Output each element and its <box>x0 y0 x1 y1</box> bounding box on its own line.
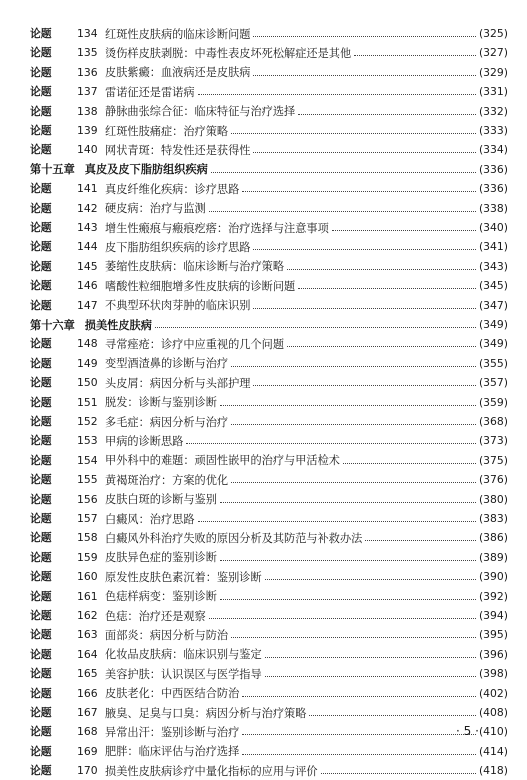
entry-number: 161 <box>77 589 98 603</box>
toc-entry <box>30 43 508 62</box>
entry-number: 164 <box>77 647 98 661</box>
entry-number: 165 <box>77 667 98 681</box>
entry-title: 脱发：诊断与鉴别诊断 <box>105 396 217 410</box>
entry-number: 163 <box>77 628 98 642</box>
entry-label: 论题 <box>30 85 52 99</box>
toc-entry <box>30 102 508 121</box>
toc-entry <box>30 373 508 392</box>
leader-dots <box>186 443 476 444</box>
entry-title: 嗜酸性粒细胞增多性皮肤病的诊断问题 <box>105 279 296 293</box>
leader-dots <box>365 540 476 541</box>
entry-label: 论题 <box>30 104 52 118</box>
page-ref: (383) <box>478 512 508 525</box>
page-ref: (380) <box>478 492 508 506</box>
page-ref: (327) <box>478 46 508 60</box>
page-ref: (386) <box>478 531 508 545</box>
leader-dots <box>287 346 476 347</box>
page-ref: (325) <box>478 27 508 40</box>
page-ref: (347) <box>478 298 508 312</box>
page-ref: (392) <box>478 589 508 603</box>
entry-number: 152 <box>77 415 98 428</box>
page-ref: (341) <box>478 240 508 254</box>
entry-label: 论题 <box>30 124 52 137</box>
chapter-label: 第十六章 <box>30 318 75 332</box>
entry-label: 论题 <box>30 221 52 234</box>
entry-title: 肥胖：临床评估与治疗选择 <box>105 745 240 759</box>
entry-number: 150 <box>77 376 98 390</box>
entry-title: 烫伤样皮肤剥脱：中毒性表皮坏死松解症还是其他 <box>105 46 352 60</box>
page-ref: (355) <box>478 356 508 370</box>
page-ref: (349) <box>478 318 508 331</box>
page-ref: (402) <box>478 686 508 700</box>
entry-number: 160 <box>77 570 98 584</box>
toc-entry <box>30 121 508 140</box>
toc-entry <box>30 354 508 373</box>
entry-title: 红斑性皮肤病的临床诊断问题 <box>105 27 251 41</box>
entry-title: 红斑性肢痛症：治疗策略 <box>105 124 229 138</box>
entry-label: 论题 <box>30 512 52 525</box>
entry-label: 论题 <box>30 65 52 79</box>
leader-dots <box>321 773 476 774</box>
toc-entry <box>30 179 508 198</box>
entry-title: 面部炎：病因分析与防治 <box>105 628 229 642</box>
entry-number: 148 <box>77 337 98 351</box>
entry-label: 论题 <box>30 686 52 700</box>
entry-label: 论题 <box>30 395 52 409</box>
toc-entry <box>30 257 508 276</box>
leader-dots <box>309 715 476 716</box>
entry-title: 网状青斑：特发性还是获得性 <box>105 143 251 157</box>
entry-label: 论题 <box>30 531 52 545</box>
page-ref: (376) <box>478 473 508 487</box>
entry-title: 头皮屑：病因分析与头部护理 <box>105 376 251 390</box>
entry-number: 144 <box>77 240 98 254</box>
entry-label: 论题 <box>30 27 52 40</box>
leader-dots <box>211 172 476 173</box>
page-ref: (336) <box>478 162 508 176</box>
toc-entry <box>30 470 508 489</box>
leader-dots <box>253 249 476 250</box>
entry-label: 论题 <box>30 201 52 215</box>
leader-dots <box>231 366 476 367</box>
page-ref: (333) <box>478 124 508 137</box>
toc-entry <box>30 490 508 509</box>
chapter-heading <box>30 315 508 334</box>
toc-entry <box>30 451 508 470</box>
toc-entry <box>30 664 508 683</box>
leader-dots <box>242 754 476 755</box>
chapter-title: 真皮及皮下脂肪组织疾病 <box>84 162 208 177</box>
toc-entry <box>30 761 508 780</box>
entry-label: 论题 <box>30 589 52 603</box>
entry-number: 158 <box>77 531 98 545</box>
entry-number: 139 <box>77 124 98 137</box>
page-ref: (343) <box>478 259 508 273</box>
leader-dots <box>155 327 476 328</box>
entry-label: 论题 <box>30 473 52 487</box>
page-ref: (414) <box>478 744 508 758</box>
entry-title: 雷诺征还是雷诺病 <box>105 85 195 99</box>
toc-entry <box>30 742 508 761</box>
entry-number: 140 <box>77 143 98 157</box>
entry-title: 腋臭、足臭与口臭：病因分析与治疗策略 <box>105 706 307 720</box>
leader-dots <box>354 55 476 56</box>
entry-label: 论题 <box>30 706 52 719</box>
leader-dots <box>198 94 476 95</box>
toc-entry <box>30 82 508 101</box>
entry-label: 论题 <box>30 143 52 157</box>
entry-title: 萎缩性皮肤病：临床诊断与治疗策略 <box>105 260 285 274</box>
entry-number: 145 <box>77 259 98 273</box>
leader-dots <box>231 133 476 134</box>
entry-title: 硬皮病：治疗与监测 <box>105 202 206 216</box>
leader-dots <box>253 75 476 76</box>
page-ref: (332) <box>478 104 508 118</box>
leader-dots <box>343 463 476 464</box>
entry-title: 皮下脂肪组织疾病的诊疗思路 <box>105 240 251 254</box>
entry-number: 151 <box>77 395 98 409</box>
toc-entry <box>30 63 508 82</box>
page-ref: (340) <box>478 221 508 234</box>
entry-number: 149 <box>77 356 98 370</box>
entry-label: 论题 <box>30 182 52 196</box>
entry-title: 黄褐斑治疗：方案的优化 <box>105 473 229 487</box>
leader-dots <box>265 657 476 658</box>
leader-dots <box>220 502 476 503</box>
entry-number: 168 <box>77 725 98 739</box>
entry-label: 论题 <box>30 492 52 506</box>
entry-number: 166 <box>77 686 98 700</box>
leader-dots <box>253 152 476 153</box>
chapter-label: 第十五章 <box>30 163 75 177</box>
entry-label: 论题 <box>30 453 52 467</box>
entry-label: 论题 <box>30 725 52 739</box>
entry-label: 论题 <box>30 647 52 661</box>
page-ref: (389) <box>478 550 508 564</box>
page-ref: (334) <box>478 143 508 157</box>
entry-number: 156 <box>77 492 98 506</box>
leader-dots <box>209 211 476 212</box>
toc-entry <box>30 218 508 237</box>
toc-entry <box>30 528 508 547</box>
toc-entry <box>30 199 508 218</box>
page-ref: (331) <box>478 85 508 99</box>
page-ref: (410) <box>478 725 508 739</box>
entry-label: 论题 <box>30 570 52 584</box>
toc-entry <box>30 567 508 586</box>
toc-entry <box>30 587 508 606</box>
leader-dots <box>242 696 476 697</box>
entry-number: 146 <box>77 279 98 293</box>
entry-title: 甲外科中的难题：顽固性嵌甲的治疗与甲活检术 <box>105 454 340 468</box>
leader-dots <box>265 676 476 677</box>
entry-number: 135 <box>77 46 98 60</box>
page-ref: (396) <box>478 647 508 661</box>
leader-dots <box>242 734 476 735</box>
leader-dots <box>220 599 476 600</box>
page-ref: (329) <box>478 65 508 79</box>
toc-entry <box>30 645 508 664</box>
toc-entry <box>30 722 508 741</box>
toc-entry <box>30 237 508 256</box>
entry-title: 原发性皮肤色素沉着：鉴别诊断 <box>105 570 262 584</box>
toc-entry <box>30 412 508 431</box>
entry-title: 寻常痤疮：诊疗中应重视的几个问题 <box>105 337 285 351</box>
entry-title: 皮肤白斑的诊断与鉴别 <box>105 493 217 507</box>
leader-dots <box>253 308 476 309</box>
leader-dots <box>332 230 476 231</box>
entry-label: 论题 <box>30 764 52 778</box>
toc-entry <box>30 393 508 412</box>
entry-number: 137 <box>77 85 98 99</box>
leader-dots <box>298 114 476 115</box>
toc-entry <box>30 334 508 353</box>
entry-label: 论题 <box>30 356 52 370</box>
entry-label: 论题 <box>30 337 52 351</box>
entry-title: 白癜风：治疗思路 <box>105 512 195 526</box>
page-ref: (395) <box>478 628 508 642</box>
entry-number: 142 <box>77 201 98 215</box>
entry-label: 论题 <box>30 376 52 390</box>
leader-dots <box>242 191 476 192</box>
toc-entry <box>30 276 508 295</box>
entry-title: 增生性瘢痕与瘢痕疙瘩：治疗选择与注意事项 <box>105 221 329 235</box>
entry-title: 甲病的诊断思路 <box>105 434 184 448</box>
entry-number: 162 <box>77 609 98 622</box>
entry-label: 论题 <box>30 744 52 758</box>
leader-dots <box>231 424 476 425</box>
toc-entry <box>30 431 508 450</box>
toc-entry <box>30 684 508 703</box>
page-ref: (398) <box>478 667 508 681</box>
entry-label: 论题 <box>30 298 52 312</box>
entry-title: 色痣样病变：鉴别诊断 <box>105 590 217 604</box>
page-ref: (418) <box>478 764 508 778</box>
entry-label: 论题 <box>30 667 52 681</box>
page-ref: (368) <box>478 415 508 428</box>
leader-dots <box>287 269 476 270</box>
leader-dots <box>209 618 476 619</box>
entry-label: 论题 <box>30 259 52 273</box>
leader-dots <box>220 560 476 561</box>
entry-label: 论题 <box>30 550 52 564</box>
entry-number: 159 <box>77 550 98 564</box>
leader-dots <box>198 521 476 522</box>
page-ref: (394) <box>478 609 508 622</box>
page-ref: (357) <box>478 376 508 390</box>
entry-number: 154 <box>77 453 98 467</box>
leader-dots <box>231 637 476 638</box>
toc-entry <box>30 548 508 567</box>
entry-title: 异常出汗：鉴别诊断与治疗 <box>105 725 240 739</box>
entry-number: 141 <box>77 182 98 196</box>
entry-title: 皮肤异色症的鉴别诊断 <box>105 551 217 565</box>
page-ref: (408) <box>478 706 508 719</box>
toc-entry <box>30 296 508 315</box>
toc-entry <box>30 606 508 625</box>
entry-number: 138 <box>77 104 98 118</box>
entry-title: 皮肤紫癜：血液病还是皮肤病 <box>105 66 251 80</box>
page-ref: (375) <box>478 453 508 467</box>
entry-title: 不典型环状肉芽肿的临床识别 <box>105 299 251 313</box>
entry-label: 论题 <box>30 279 52 293</box>
page-number: · 5 · <box>456 724 479 738</box>
entry-title: 皮肤老化：中西医结合防治 <box>105 687 240 701</box>
entry-title: 美容护肤：认识误区与医学指导 <box>105 667 262 681</box>
entry-label: 论题 <box>30 240 52 254</box>
entry-title: 真皮纤维化疾病：诊疗思路 <box>105 182 240 196</box>
page-ref: (345) <box>478 279 508 293</box>
entry-number: 169 <box>77 744 98 758</box>
leader-dots <box>220 405 476 406</box>
entry-number: 153 <box>77 434 98 448</box>
entry-title: 变型酒渣鼻的诊断与治疗 <box>105 357 229 371</box>
entry-title: 白癜风外科治疗失败的原因分析及其防范与补救办法 <box>105 531 363 545</box>
entry-title: 多毛症：病因分析与治疗 <box>105 415 229 429</box>
entry-label: 论题 <box>30 46 52 60</box>
toc-entry <box>30 703 508 722</box>
entry-number: 143 <box>77 221 98 234</box>
toc-entry <box>30 625 508 644</box>
leader-dots <box>265 579 476 580</box>
entry-title: 化妆品皮肤病：临床识别与鉴定 <box>105 648 262 662</box>
entry-number: 134 <box>77 27 98 40</box>
toc-entry <box>30 140 508 159</box>
page-ref: (359) <box>478 395 508 409</box>
entry-number: 155 <box>77 473 98 487</box>
chapter-heading <box>30 160 508 179</box>
page-ref: (390) <box>478 570 508 584</box>
entry-title: 静脉曲张综合征：临床特征与治疗选择 <box>105 105 296 119</box>
leader-dots <box>253 36 476 37</box>
leader-dots <box>298 288 476 289</box>
entry-number: 147 <box>77 298 98 312</box>
toc-entry <box>30 509 508 528</box>
entry-number: 170 <box>77 764 98 778</box>
entry-number: 167 <box>77 706 98 719</box>
entry-title: 色痣：治疗还是观察 <box>105 609 206 623</box>
entry-number: 157 <box>77 512 98 525</box>
leader-dots <box>231 482 476 483</box>
page-ref: (349) <box>478 337 508 351</box>
toc-entry <box>30 24 508 43</box>
entry-label: 论题 <box>30 628 52 642</box>
entry-label: 论题 <box>30 415 52 428</box>
entry-title: 损美性皮肤病诊疗中量化指标的应用与评价 <box>105 764 318 778</box>
leader-dots <box>253 385 476 386</box>
entry-label: 论题 <box>30 609 52 622</box>
page-ref: (336) <box>478 182 508 196</box>
page-ref: (338) <box>478 201 508 215</box>
entry-label: 论题 <box>30 434 52 448</box>
chapter-title: 损美性皮肤病 <box>84 317 152 332</box>
page-ref: (373) <box>478 434 508 448</box>
entry-number: 136 <box>77 65 98 79</box>
